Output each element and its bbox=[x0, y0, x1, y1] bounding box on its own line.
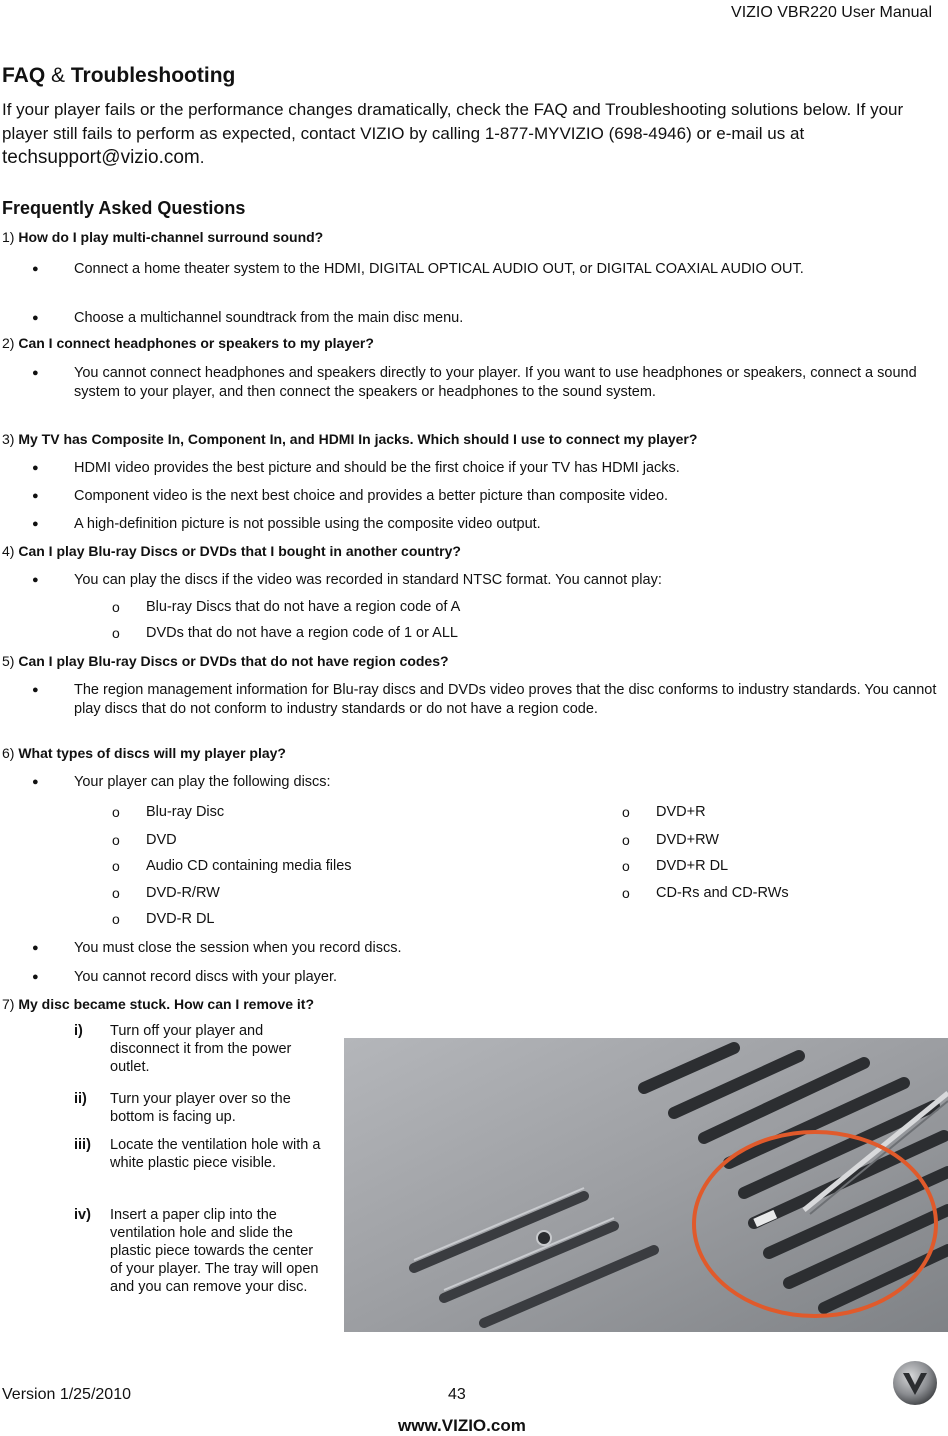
page-number: 43 bbox=[448, 1386, 466, 1403]
faq-heading: Frequently Asked Questions bbox=[2, 198, 246, 218]
section-title bbox=[2, 64, 235, 88]
step-text: Turn your player over so the bottom is facing up. bbox=[110, 1091, 291, 1125]
step-number: i) bbox=[74, 1023, 83, 1039]
circle-bullet-icon: o bbox=[112, 911, 120, 927]
circle-bullet-icon: o bbox=[112, 858, 120, 874]
intro-paragraph bbox=[2, 98, 942, 170]
manual-header: VIZIO VBR220 User Manual bbox=[731, 4, 932, 21]
question-4 bbox=[2, 543, 461, 559]
disc-type-text: CD-Rs and CD-RWs bbox=[656, 885, 789, 901]
ventilation-photo bbox=[344, 1038, 948, 1332]
disc-type-text: Audio CD containing media files bbox=[146, 858, 352, 874]
bullet-dot-icon: ● bbox=[32, 684, 39, 696]
disc-type-text: DVD-R DL bbox=[146, 911, 215, 927]
question-2 bbox=[2, 335, 374, 351]
support-email: techsupport@vizio.com bbox=[2, 147, 200, 168]
step-number: ii) bbox=[74, 1091, 87, 1107]
title-amp: & bbox=[51, 64, 66, 87]
disc-type-text: DVD-R/RW bbox=[146, 885, 220, 901]
question-text: Can I play Blu-ray Discs or DVDs that I bought in another country? bbox=[18, 543, 461, 559]
intro-text: If your player fails or the performance changes dramatically, check the FAQ and Troubleshooting solutions below. If your player still fails to perform as expected, contact VIZIO by calling 1-877-MYVIZIO (698-4946) or e-mail us at bbox=[2, 100, 904, 143]
bullet-dot-icon: ● bbox=[32, 367, 39, 379]
bullet-dot-icon: ● bbox=[32, 312, 39, 324]
bullet-text: Choose a multichannel soundtrack from the main disc menu. bbox=[74, 310, 464, 326]
step-text: Locate the ventilation hole with a white plastic piece visible. bbox=[110, 1137, 321, 1171]
sub-item-text: DVDs that do not have a region code of 1 or ALL bbox=[146, 625, 458, 641]
circle-bullet-icon: o bbox=[622, 858, 630, 874]
ventilation-photo-svg bbox=[344, 1038, 948, 1332]
step-number: iv) bbox=[74, 1207, 91, 1223]
circle-bullet-icon: o bbox=[112, 599, 120, 615]
step-text: Insert a paper clip into the ventilation hole and slide the plastic piece towards the center of your player. The tray will open and you can remove your disc. bbox=[110, 1207, 319, 1295]
question-6 bbox=[2, 745, 286, 761]
question-1 bbox=[2, 229, 323, 245]
question-5 bbox=[2, 653, 449, 669]
bullet-text: A high-definition picture is not possible using the composite video output. bbox=[74, 516, 541, 532]
footer-version: Version 1/25/2010 bbox=[2, 1386, 131, 1403]
disc-type-text: Blu-ray Disc bbox=[146, 804, 225, 820]
footer-url: www.VIZIO.com bbox=[398, 1416, 526, 1435]
question-number: 3) bbox=[2, 431, 15, 447]
bullet-dot-icon: ● bbox=[32, 518, 39, 530]
question-number: 2) bbox=[2, 335, 15, 351]
step-text: Turn off your player and disconnect it from the power outlet. bbox=[110, 1023, 292, 1075]
bullet-text: You must close the session when you record discs. bbox=[74, 940, 402, 956]
circle-bullet-icon: o bbox=[622, 885, 630, 901]
bullet-dot-icon: ● bbox=[32, 776, 39, 788]
step-number: iii) bbox=[74, 1137, 91, 1153]
question-number: 4) bbox=[2, 543, 15, 559]
circle-bullet-icon: o bbox=[622, 804, 630, 820]
disc-type-text: DVD bbox=[146, 832, 177, 848]
bullet-text: The region management information for Blu-ray discs and DVDs video proves that the disc conforms to industry standards. You cannot play discs that do not conform to industry standards or do not have a region code. bbox=[74, 682, 937, 717]
question-text: Can I play Blu-ray Discs or DVDs that do not have region codes? bbox=[18, 653, 449, 669]
bullet-text: You cannot connect headphones and speakers directly to your player. If you want to use headphones or speakers, connect a sound system to your player, and then connect the speakers or headphones to the sound system. bbox=[74, 365, 917, 400]
disc-type-text: DVD+RW bbox=[656, 832, 719, 848]
question-7 bbox=[2, 996, 314, 1012]
question-number: 6) bbox=[2, 745, 15, 761]
circle-bullet-icon: o bbox=[112, 885, 120, 901]
bullet-dot-icon: ● bbox=[32, 462, 39, 474]
circle-bullet-icon: o bbox=[622, 832, 630, 848]
question-text: Can I connect headphones or speakers to my player? bbox=[18, 335, 374, 351]
bullet-dot-icon: ● bbox=[32, 263, 39, 275]
question-number: 1) bbox=[2, 229, 15, 245]
question-text: How do I play multi-channel surround sound? bbox=[18, 229, 324, 245]
question-number: 7) bbox=[2, 996, 15, 1012]
circle-bullet-icon: o bbox=[112, 832, 120, 848]
vizio-logo-svg bbox=[890, 1358, 940, 1408]
circle-bullet-icon: o bbox=[112, 625, 120, 641]
bullet-dot-icon: ● bbox=[32, 574, 39, 586]
bullet-dot-icon: ● bbox=[32, 490, 39, 502]
bullet-text: You can play the discs if the video was recorded in standard NTSC format. You cannot play: bbox=[74, 572, 662, 588]
disc-type-text: DVD+R DL bbox=[656, 858, 729, 874]
bullet-dot-icon: ● bbox=[32, 942, 39, 954]
bullet-text: Component video is the next best choice and provides a better picture than composite video. bbox=[74, 488, 669, 504]
bullet-dot-icon: ● bbox=[32, 971, 39, 983]
title-faq: FAQ bbox=[2, 64, 46, 87]
intro-period: . bbox=[199, 148, 205, 167]
question-number: 5) bbox=[2, 653, 15, 669]
question-3 bbox=[2, 431, 697, 447]
disc-type-text: DVD+R bbox=[656, 804, 706, 820]
question-text: My TV has Composite In, Component In, and HDMI In jacks. Which should I use to connect my player? bbox=[18, 431, 698, 447]
question-text: My disc became stuck. How can I remove it? bbox=[18, 996, 315, 1012]
bullet-text: HDMI video provides the best picture and should be the first choice if your TV has HDMI jacks. bbox=[74, 460, 680, 476]
sub-item-text: Blu-ray Discs that do not have a region code of A bbox=[146, 599, 461, 615]
bullet-text: Connect a home theater system to the HDMI, DIGITAL OPTICAL AUDIO OUT, or DIGITAL COAXIAL AUDIO OUT. bbox=[74, 261, 804, 277]
vizio-logo-icon bbox=[890, 1358, 940, 1408]
title-troubleshooting: Troubleshooting bbox=[70, 64, 236, 87]
bullet-text: Your player can play the following discs: bbox=[74, 774, 331, 790]
question-text: What types of discs will my player play? bbox=[18, 745, 286, 761]
circle-bullet-icon: o bbox=[112, 804, 120, 820]
bullet-text: You cannot record discs with your player. bbox=[74, 969, 338, 985]
